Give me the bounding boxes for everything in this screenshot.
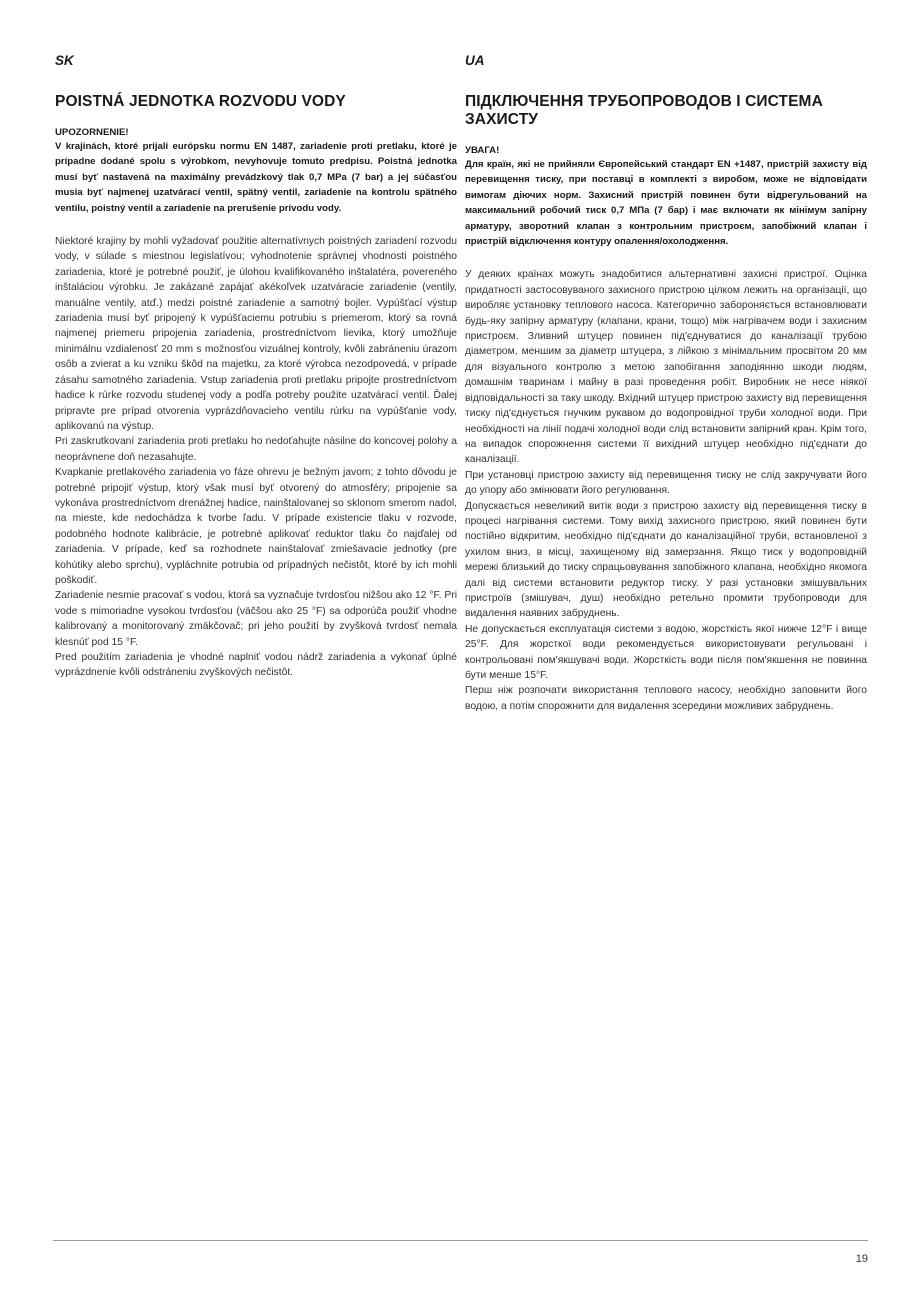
warning-heading: УВАГА! <box>465 145 500 156</box>
section-title: ПІДКЛЮЧЕННЯ ТРУБОПРОВОДОВ І СИСТЕМА ЗАХИСТУ <box>465 93 823 128</box>
warning-text: V krajinách, ktoré prijali európsku normu EN 1487, zariadenie proti pretlaku, ktoré je prípadne dodané spolu s výrobkom, nevyhovuje tomuto predpisu. Poistná jednotka musí byť nastavená na maximálny prevádzkový tlak 0,7 MPa (7 bar) a jej súčasťou musia byť najmenej uzatvárací ventil, spätný ventil, zariadenie na kontrolu spätného ventilu, poistný ventil a zariadenie na prerušenie prívodu vody. <box>55 141 457 214</box>
body-text <box>55 234 457 681</box>
paragraph: Zariadenie nesmie pracovať s vodou, ktorá sa vyznačuje tvrdosťou nižšou ako 12 °F. Pri vode s mimoriadne vysokou tvrdosťou (väčšou ako 25 °F) sa odporúča použiť vhodne kalibrovaný a monitorovaný zmäkčovač; pri jeho použití by zvyšková tvrdosť nemala klesnúť pod 15 °F. <box>55 590 457 648</box>
language-code: UA <box>465 53 485 68</box>
paragraph: Pri zaskrutkovaní zariadenia proti pretlaku ho nedoťahujte násilne do koncovej polohy a neoprávnene doň nezasahujte. <box>55 436 457 463</box>
column-ukrainian <box>465 52 867 714</box>
paragraph: Не допускається експлуатація системи з водою, жорсткість якої нижче 12°F і вище 25°F. Для жорсткої води рекомендується використовувати регульовані і контрольовані пом'якшувачі води. Жорсткість води після пом'якшення не повинна бути менше 15°F. <box>465 623 867 681</box>
column-slovak <box>55 52 457 681</box>
paragraph: При установці пристрою захисту від перевищення тиску не слід закручувати його до упору або змінювати його регулювання. <box>465 469 867 497</box>
language-code: SK <box>55 53 74 68</box>
paragraph: У деяких країнах можуть знадобитися альтернативні захисні пристрої. Оцінка придатності застосовуваного захисного пристрою цілком лежить на організації, що виробляє установку теплового насоса. Категорично забороняється встановлювати будь-яку запірну арматуру (клапани, крани, тощо) між нагрівачем води і захисним пристроєм. Зливний штуцер повинен під'єднуватися до каналізації трубою діаметром, меншим за діаметр штуцера, з лійкою з мінімальним просвітом 20 мм для візуального контролю з метою запобігання заподіянню шкоди людям, домашнім тваринам і майну в разі проведення робіт. Виробник не несе ніякої відповідальності за таку шкоду. Вхідний штуцер пристрою захисту від перевищення тиску під'єднується гнучким рукавом до водопровідної труби холодної води. При необхідності на лінії подачі холодної води слід встановити запірний кран. Крім того, на випадок спорожнення системи її вихідний штуцер необхідно під'єднати до каналізації. <box>465 269 867 466</box>
paragraph: Kvapkanie pretlakového zariadenia vo fáze ohrevu je bežným javom; z tohto dôvodu je potrebné pripojiť výstup, ktorý však musí byť otvorený do atmosféry; pripojenie sa vykonáva prostredníctvom drenážnej hadice, nainštalovanej so sklonom smerom nadol, na mieste, kde nedochádza k tvorbe ľadu. V prípade existencie tlaku v rozvode, podobného hodnote kalibrácie, je potrebné aplikovať reduktor tlaku čo najďalej od zariadenia. V prípade, keď sa rozhodnete nainštalovať zmiešavacie jednotky (pre kohútiky alebo sprchu), vypláchnite potrubia od prípadných nečistôt, ktoré by ich mohli poškodiť. <box>55 467 457 586</box>
paragraph: Перш ніж розпочати використання теплового насосу, необхідно заповнити його водою, а потім спорожнити для видалення зсередини можливих забруднень. <box>465 685 867 712</box>
body-text <box>465 267 867 714</box>
paragraph: Pred použitím zariadenia je vhodné naplniť vodou nádrž zariadenia a vykonať úplné vyprázdnenie kvôli odstráneniu zvyškových nečistôt. <box>55 652 457 679</box>
warning-heading: UPOZORNENIE! <box>55 127 129 138</box>
footer-divider <box>53 1240 868 1241</box>
paragraph: Niektoré krajiny by mohli vyžadovať použitie alternatívnych poistných zariadení rozvodu vody, v súlade s miestnou legislatívou; vyhodnotenie správnej vhodnosti poistného zariadenia, ktoré je potrebné použiť, je úlohou kvalifikovaného inštalatéra, povereného inštaláciou výrobku. Je zakázané zapájať akékoľvek uzatváracie zariadenie (ventily, manuálne ventily, atď.) medzi poistné zariadenie a samotný bojler. Vypúšťací výstup zariadenia musí byť pripojený k vypúšťaciemu potrubiu s priemerom, ktorý sa rovná najmenej priemeru pripojenia zariadenia, prostredníctvom lievika, ktorý umožňuje minimálnu vzdialenosť 20 mm s možnosťou vizuálnej kontroly, kvôli zabráneniu úrazom osôb a zvierat a ku vzniku škôd na majetku, za ktoré výrobca nezodpovedá, v prípade zásahu samotného zariadenia. Vstup zariadenia proti pretlaku pripojte prostredníctvom hadice k rúrke rozvodu studenej vody a podľa potreby použite uzatvárací ventil. Ďalej pripravte pre prípad otvorenia vyprázdňovacieho ventilu rúrku na vypúšťanie vody, aplikovanú na výstup. <box>55 236 457 432</box>
paragraph: Допускається невеликий витік води з пристрою захисту від перевищення тиску в процесі нагрівання системи. Тому вихід захисного пристрою, який повинен бути постійно відкритим, необхідно під'єднати до каналізаційної труби, встановленої з ухилом вниз, в місці, захищеному від замерзання. Якщо тиск у водопровідній мережі близький до тиску спрацьовування запобіжного клапана, необхідно якомога далі від системи встановити редуктор тиску. У разі установки змішувальних пристроїв (змішувач, душ) необхідно ретельно промити трубопроводи для видалення наявних забруднень. <box>465 500 867 620</box>
section-title: POISTNÁ JEDNOTKA ROZVODU VODY <box>55 93 346 110</box>
page-number: 19 <box>855 1253 868 1265</box>
warning-text: Для країн, які не прийняли Європейський стандарт EN +1487, пристрій захисту від перевищення тиску, при поставці в комплекті з виробом, може не відповідати вимогам діючих норм. Захисний пристрій повинен бути відрегульований на максимальний робочий тиск 0,7 МПа (7 бар) і має включати як мінімум запірну арматуру, зворотний клапан з контрольним пристроєм, запобіжний клапан і пристрій відключення контуру опалення/охолодження. <box>465 159 867 248</box>
